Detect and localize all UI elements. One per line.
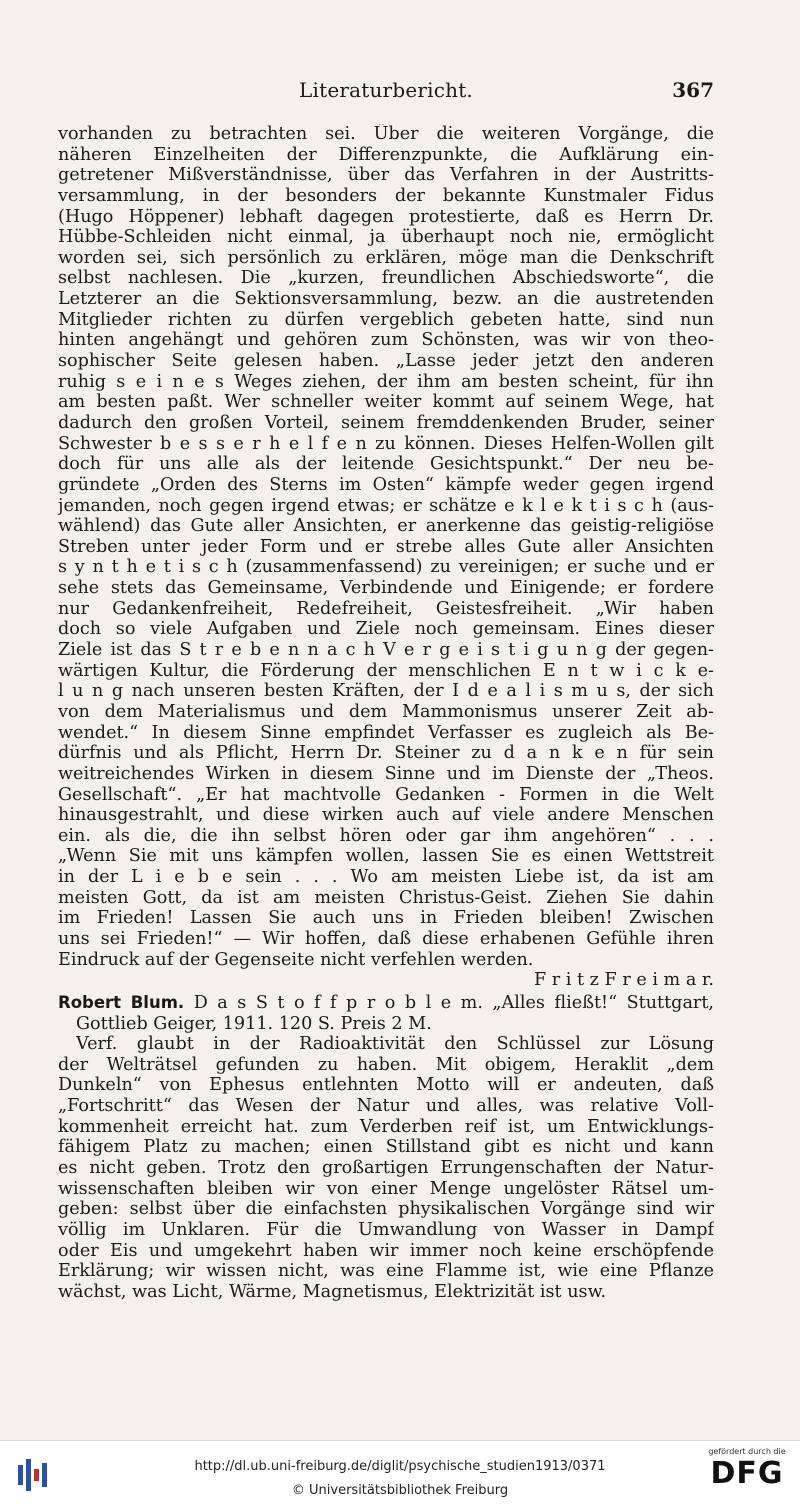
text-line: (Hugo Höppener) lebhaft dagegen protestierte, daß es Herrn Dr. <box>58 206 714 227</box>
text-line: versammlung, in der besonders der bekannte Kunstmaler Fidus <box>58 185 714 206</box>
text-line: Verf. glaubt in der Radioaktivität den Schlüssel zur Lösung <box>76 1034 714 1055</box>
text-line: l u n g nach unseren besten Kräften, der I d e a l i s m u s, der sich <box>58 681 714 702</box>
text-line: Hübbe-Schleiden nicht einmal, ja überhaupt noch nie, ermöglicht <box>58 227 714 248</box>
signature: F r i t z F r e i m a r. <box>533 970 714 991</box>
text-line: es nicht geben. Trotz den großartigen Errungenschaften der Natur- <box>58 1158 714 1179</box>
dfg-wordmark: DFG <box>710 1456 784 1491</box>
page-number: 367 <box>672 78 714 102</box>
permalink[interactable]: http://dl.ub.uni-freiburg.de/diglit/psychische_studien1913/0371 <box>194 1459 606 1474</box>
text-line: getretener Mißverständnisse, über das Verfahren in der Austritts- <box>58 165 714 186</box>
text-line: im Frieden! Lassen Sie auch uns in Frieden bleiben! Zwischen <box>58 908 714 929</box>
text-line: in der L i e b e sein . . . Wo am meisten Liebe ist, da ist am <box>58 867 714 888</box>
text-line: nur Gedankenfreiheit, Redefreiheit, Geistesfreiheit. „Wir haben <box>58 598 714 619</box>
review-author: Robert Blum. <box>58 992 185 1012</box>
text-line: hinten angehängt und gehören zum Schönsten, was wir von theo- <box>58 330 714 351</box>
page-body <box>58 124 714 1303</box>
text-line: „Fortschritt“ das Wesen der Natur und alles, was relative Voll- <box>58 1096 714 1117</box>
text-line: sophischer Seite gelesen haben. „Lasse jeder jetzt den anderen <box>58 351 714 372</box>
text-line: vorhanden zu betrachten sei. Über die weiteren Vorgänge, die <box>58 124 714 144</box>
text-line: worden sei, sich persönlich zu erklären, möge man die Denkschrift <box>58 247 714 268</box>
text-line: gründete „Orden des Sterns im Osten“ kämpfe weder gegen irgend <box>58 474 714 495</box>
text-line: Streben unter jeder Form und er strebe alles Gute aller Ansichten <box>58 536 714 557</box>
text-line: der Welträtsel gefunden zu haben. Mit obigem, Heraklit „dem <box>58 1054 714 1075</box>
text-line: ruhig s e i n e s Weges ziehen, der ihm am besten scheint, für ihn <box>58 371 714 392</box>
text-line: sehe stets das Gemeinsame, Verbindende und Einigende; er fordere <box>58 578 714 599</box>
text-line: doch für uns alle als der leitende Gesichtspunkt.“ Der neu be- <box>58 454 714 475</box>
review-text-1 <box>58 124 714 970</box>
dfg-caption: gefördert durch die <box>708 1447 786 1456</box>
review-publication: Gottlieb Geiger, 1911. 120 S. Preis 2 M. <box>76 1013 432 1034</box>
text-line: Dunkeln“ von Ephesus entlehnten Motto will er andeuten, daß <box>58 1075 714 1096</box>
viewer-footer <box>0 1440 800 1505</box>
text-line: kommenheit erreicht hat. zum Verderben reif ist, um Entwicklungs- <box>58 1116 714 1137</box>
text-line: Erklärung; wir wissen nicht, was eine Flamme ist, wie eine Pflanze <box>58 1261 714 1282</box>
text-line: dadurch den großen Vorteil, seinem fremddenkenden Bruder, seiner <box>58 412 714 433</box>
text-line: am besten paßt. Wer schneller weiter kommt auf seinem Wege, hat <box>58 392 714 413</box>
running-title: Literaturbericht. <box>299 78 473 102</box>
text-line: doch so viele Aufgaben und Ziele noch gemeinsam. Eines dieser <box>58 619 714 640</box>
copyright: © Universitätsbibliothek Freiburg <box>291 1483 509 1498</box>
text-line: dürfnis und als Pflicht, Herrn Dr. Steiner zu d a n k e n für sein <box>58 743 714 764</box>
review-title: D a s S t o f f p r o b l e m. „Alles fließt!“ Stuttgart, <box>193 992 714 1013</box>
text-line: s y n t h e t i s c h (zusammenfassend) zu vereinigen; er suche und er <box>58 557 714 578</box>
text-line: hinausgestrahlt, und diese wirken auch auf viele andere Menschen <box>58 805 714 826</box>
text-line: geben: selbst über die einfachsten physikalischen Vorgänge sind wir <box>58 1199 714 1220</box>
text-line: Letzterer an die Sektionsversammlung, bezw. an die austretenden <box>58 289 714 310</box>
page-header <box>58 78 714 110</box>
text-line: näheren Einzelheiten der Differenzpunkte, die Aufklärung ein- <box>58 144 714 165</box>
text-line: uns sei Frieden!“ — Wir hoffen, daß diese erhabenen Gefühle ihren <box>58 928 714 949</box>
text-line: wächst, was Licht, Wärme, Magnetismus, Elektrizität ist usw. <box>58 1281 607 1302</box>
text-line: Gesellschaft“. „Er hat machtvolle Gedanken - Formen in die Welt <box>58 784 714 805</box>
text-line: Eindruck auf der Gegenseite nicht verfehlen werden. <box>58 949 534 970</box>
text-line: von dem Materialismus und dem Mammonismus unserer Zeit ab- <box>58 701 714 722</box>
dfg-logo <box>702 1447 792 1503</box>
text-line: oder Eis und umgekehrt haben wir immer noch keine erschöpfende <box>58 1240 714 1261</box>
text-line: weitreichendes Wirken in diesem Sinne und im Dienste der „Theos. <box>58 763 714 784</box>
review-text-2 <box>58 1034 714 1302</box>
text-line: selbst nachlesen. Die „kurzen, freundlichen Abschiedsworte“, die <box>58 268 714 289</box>
text-line: fähigem Platz zu machen; einen Stillstand gibt es nicht und kann <box>58 1137 714 1158</box>
text-line: Mitglieder richten zu dürfen vergeblich gebeten hatte, sind nun <box>58 309 714 330</box>
text-line: „Wenn Sie mit uns kämpfen wollen, lassen Sie es einen Wettstreit <box>58 846 714 867</box>
review-heading <box>58 993 714 1014</box>
text-line: wissenschaften bleiben wir von einer Menge ungelöster Rätsel um- <box>58 1178 714 1199</box>
text-line: jemanden, noch gegen irgend etwas; er schätze e k l e k t i s c h (aus- <box>58 495 714 516</box>
text-line: Schwester b e s s e r h e l f e n zu können. Dieses Helfen-Wollen gilt <box>58 433 714 454</box>
text-line: wendet.“ In diesem Sinne empfindet Verfasser es zugleich als Be- <box>58 722 714 743</box>
text-line: Ziele ist das S t r e b e n n a c h V e r g e i s t i g u n g der gegen- <box>58 640 714 661</box>
text-line: völlig im Unklaren. Für die Umwandlung von Wasser in Dampf <box>58 1219 714 1240</box>
text-line: meisten Gott, da ist am meisten Christus-Geist. Ziehen Sie dahin <box>58 887 714 908</box>
text-line: wärtigen Kultur, die Förderung der menschlichen E n t w i c k e- <box>58 660 714 681</box>
text-line: wählend) das Gute aller Ansichten, er anerkenne das geistig-religiöse <box>58 516 714 537</box>
text-line: ein. als die, die ihn selbst hören oder gar ihm angehören“ . . . <box>58 825 714 846</box>
